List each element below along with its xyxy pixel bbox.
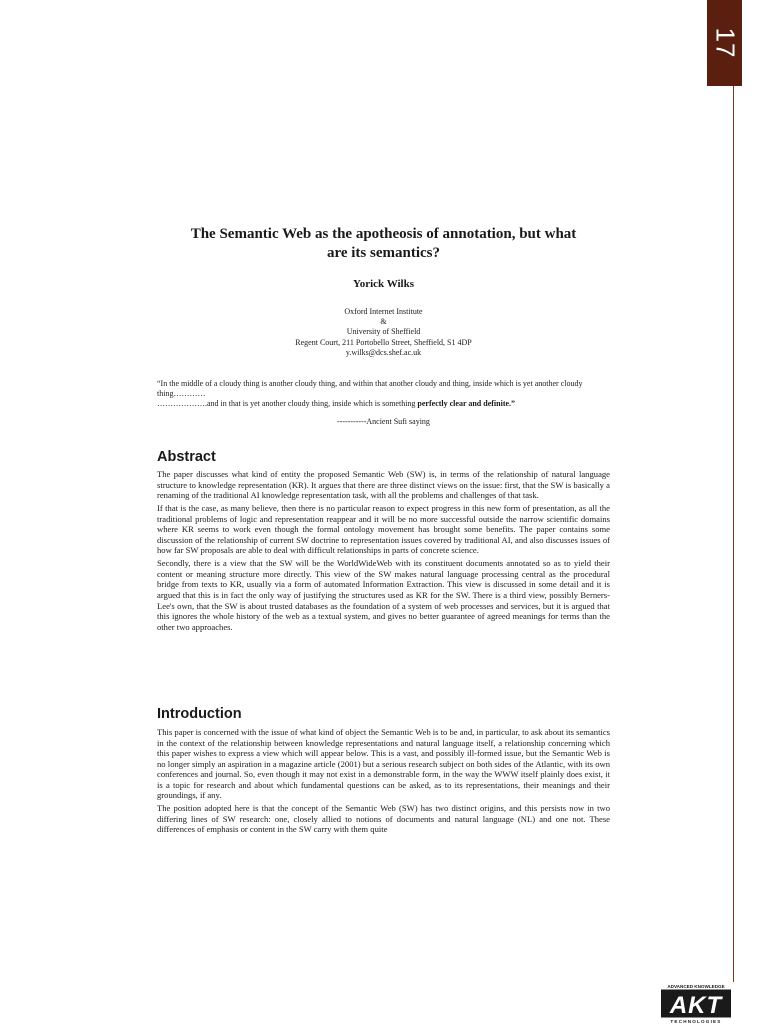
abstract-paragraph-3: Secondly, there is a view that the SW will be the WorldWideWeb with its constituent documents annotated so as to yield their content or meaning structure more directly. This view of the SW makes natural language processing central as the procedural bridge from texts to KR, usually via a form of automated Information Extraction. This view is discussed in some detail and it is argued that this is in fact the only way of justifying the structures used as KR for the SW. There is a third view, possibly Berners-Lee's own, that the SW is about trusted databases as the foundation of a system of web processes and services, but it is argued that this ignores the whole history of the web as a textual system, and gives no better guarantee of agreed meanings for terms than the other two approaches. bbox=[157, 558, 610, 632]
akt-logo bbox=[660, 983, 732, 1024]
introduction-paragraph-2: The position adopted here is that the concept of the Semantic Web (SW) has two distinct origins, and this persists now in two differing lines of SW research: one, closely allied to notions of documents and natural language (NL) and one not. These differences of emphasis or content in the SW carry with them quite bbox=[157, 803, 610, 835]
affiliation-ampersand: & bbox=[380, 317, 387, 327]
title-line-1: The Semantic Web as the apotheosis of annotation, but what bbox=[190, 226, 577, 242]
introduction-paragraph-1: This paper is concerned with the issue of what kind of object the Semantic Web is to be and, in particular, to ask about its semantics in the context of the relationship between knowledge representations and natural language itself, a relationship concerning which this paper wishes to express a view which will appear below. This is a vast, and possibly ill-formed issue, but the Semantic Web is no longer simply an aspiration in a magazine article (2001) but a serious research subject on both sides of the Atlantic, with its own conferences and journal. So, even though it may not exist in a demonstrable form, in the way the WWW itself plainly does exist, it is a topic for research and about which fundamental questions can be asked, as to its representations, their meanings and their groundings, if any. bbox=[157, 727, 610, 801]
title-line-2: are its semantics? bbox=[326, 245, 441, 261]
epigraph-line-2-emphasis: perfectly clear and definite.” bbox=[417, 399, 516, 408]
author-name: Yorick Wilks bbox=[352, 278, 415, 290]
epigraph bbox=[157, 379, 610, 427]
page-number: 17 bbox=[710, 27, 740, 59]
akt-logo-top-text: ADVANCED KNOWLEDGE bbox=[667, 984, 725, 989]
margin-rule bbox=[733, 86, 734, 982]
affiliation-university: University of Sheffield bbox=[346, 327, 421, 337]
epigraph-attribution: -----------Ancient Sufi saying bbox=[337, 417, 430, 426]
page-number-tab bbox=[707, 0, 742, 86]
paper-title bbox=[157, 225, 610, 263]
akt-logo-mark: AKT bbox=[669, 992, 723, 1019]
akt-logo-bottom-text: TECHNOLOGIES bbox=[670, 1019, 722, 1024]
introduction-heading: Introduction bbox=[157, 706, 242, 722]
epigraph-line-1: “In the middle of a cloudy thing is another cloudy thing, and within that another cloudy and thing, inside which is yet another cloudy thing………… bbox=[157, 379, 583, 398]
affiliation-block bbox=[157, 307, 610, 358]
abstract-paragraph-1: The paper discusses what kind of entity the proposed Semantic Web (SW) is, in terms of the relationship of natural language structure to knowledge representation (KR). It argues that there are three distinct views on the issue: first, that the SW is basically a renaming of the traditional AI knowledge representation task, with all the problems and challenges of that task. bbox=[157, 469, 610, 501]
epigraph-line-2 bbox=[157, 399, 610, 409]
affiliation-email: y.wilks@dcs.shef.ac.uk bbox=[345, 347, 422, 357]
affiliation-institute: Oxford Internet Institute bbox=[344, 307, 423, 316]
abstract-body bbox=[157, 469, 610, 635]
epigraph-line-2-text: ……………….and in that is yet another cloudy thing, inside which is something bbox=[157, 399, 418, 408]
affiliation-address: Regent Court, 211 Portobello Street, Sheffield, S1 4DP bbox=[295, 337, 472, 347]
abstract-paragraph-2: If that is the case, as many believe, then there is no particular reason to expect progress in this new form of presentation, as all the traditional problems of logic and representation reappear and it will be no more successful outside the narrow scientific domains where KR seems to work even though the formal ontology movement has brought some benefits. The paper contains some discussion of the relationship of current SW doctrine to representation issues covered by traditional AI, and also discusses issues of how far SW proposals are able to deal with difficult relationships in parts of concrete science. bbox=[157, 503, 610, 556]
introduction-body bbox=[157, 727, 610, 837]
abstract-heading: Abstract bbox=[157, 449, 216, 465]
